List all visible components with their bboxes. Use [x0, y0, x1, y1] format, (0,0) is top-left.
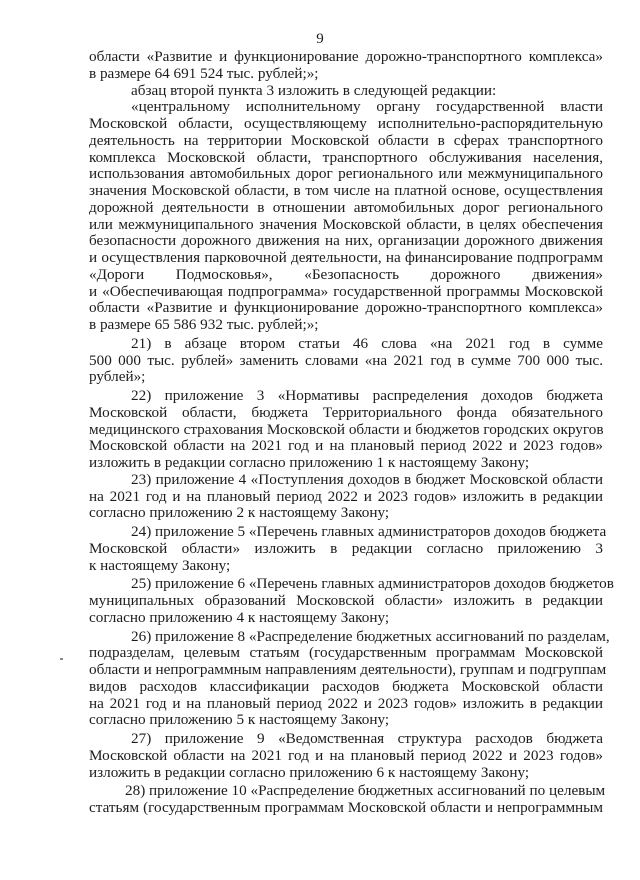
scan-speck	[60, 658, 63, 660]
text-line: в размере 65 586 932 тыс. рублей;»;	[89, 316, 319, 333]
text-line: медицинского страхования Московской области и бюджетов городских округов	[89, 420, 604, 438]
text-line: Московской области, осуществляющему исполнительно-распорядительную	[89, 115, 603, 132]
document-body	[89, 48, 614, 817]
text-line: «Дороги Подмосковья», «Безопасность дорожного движения»	[89, 265, 603, 283]
text-line: согласно приложению 4 к настоящему Закону;	[89, 608, 390, 626]
text-line: или межмуниципального значения Московской области, в целях обеспечения	[89, 215, 603, 233]
text-line: безопасности дорожного движения на них, организации дорожного движения	[89, 232, 603, 250]
text-line: Московской области» изложить в редакции согласно приложению 3	[89, 539, 603, 557]
text-line: 22) приложение 3 «Нормативы распределения доходов бюджета	[131, 387, 603, 404]
text-line: изложить в редакции согласно приложению 1 к настоящему Закону;	[89, 454, 530, 471]
text-line: 24) приложение 5 «Перечень главных администраторов доходов бюджета	[131, 523, 607, 540]
text-line: области и непрограммным направлениям деятельности), группам и подгруппам	[89, 661, 607, 678]
text-line: абзац второй пункта 3 изложить в следующей редакции:	[131, 81, 497, 99]
text-line: подразделам, целевым статьям (государственным программам Московской	[89, 644, 603, 662]
text-line: «центральному исполнительному органу государственной власти	[131, 98, 603, 116]
text-line: согласно приложению 5 к настоящему Закону;	[89, 711, 390, 729]
text-line: и «Обеспечивающая подпрограмма» государственной программы Московской	[89, 282, 603, 300]
text-line: к настоящему Закону;	[89, 556, 231, 574]
text-line: Московской области, бюджета Территориального фонда обязательного	[89, 403, 603, 421]
text-line: рублей»;	[89, 368, 146, 386]
text-line: области «Развитие и функционирование дорожно-транспортного комплекса»	[89, 48, 603, 65]
text-line: 26) приложение 8 «Распределение бюджетных ассигнований по разделам,	[131, 627, 610, 645]
text-line: Московской области на 2021 год и на плановый период 2022 и 2023 годов»	[89, 437, 603, 455]
text-line: 28) приложение 10 «Распределение бюджетных ассигнований по целевым	[125, 782, 606, 800]
text-line: на 2021 год и на плановый период 2022 и 2023 годов» изложить в редакции	[89, 487, 603, 505]
text-line: видов расходов классификации расходов бюджета Московской области	[89, 677, 603, 695]
text-line: 500 000 тыс. рублей» заменить словами «на 2021 год в сумме 700 000 тыс.	[89, 351, 603, 369]
text-line: 21) в абзаце втором статьи 46 слова «на 2021 год в сумме	[131, 334, 603, 352]
text-line: области «Развитие и функционирование дорожно-транспортного комплекса»	[89, 299, 603, 317]
text-line: согласно приложению 2 к настоящему Закону;	[89, 504, 390, 522]
text-line: и осуществления парковочной деятельности, на финансирование подпрограмм	[89, 249, 603, 266]
text-line: изложить в редакции согласно приложению 6 к настоящему Закону;	[89, 763, 530, 781]
text-line: комплекса Московской области, транспортного обслуживания населения,	[89, 148, 603, 166]
text-line: 27) приложение 9 «Ведомственная структура расходов бюджета	[131, 730, 603, 747]
page-number: 9	[316, 31, 324, 47]
text-line: Московской области на 2021 год и на плановый период 2022 и 2023 годов»	[89, 746, 603, 764]
text-line: деятельность на территории Московской области в сферах транспортного	[89, 131, 603, 149]
text-line: на 2021 год и на плановый период 2022 и 2023 годов» изложить в редакции	[89, 694, 603, 712]
text-line: статьям (государственным программам Московской области и непрограммным	[89, 799, 603, 816]
text-line: использования автомобильных дорог регионального или межмуниципального	[89, 165, 603, 183]
text-line: 23) приложение 4 «Поступления доходов в бюджет Московской области	[131, 470, 603, 488]
text-line: в размере 64 691 524 тыс. рублей;»;	[89, 64, 319, 82]
text-line: значения Московской области, в том числе на платной основе, осуществления	[89, 182, 603, 199]
text-line: муниципальных образований Московской области» изложить в редакции	[89, 592, 603, 609]
text-line: дорожной деятельности в отношении автомобильных дорог регионального	[89, 198, 603, 216]
text-line: 25) приложение 6 «Перечень главных администраторов доходов бюджетов	[131, 575, 614, 593]
